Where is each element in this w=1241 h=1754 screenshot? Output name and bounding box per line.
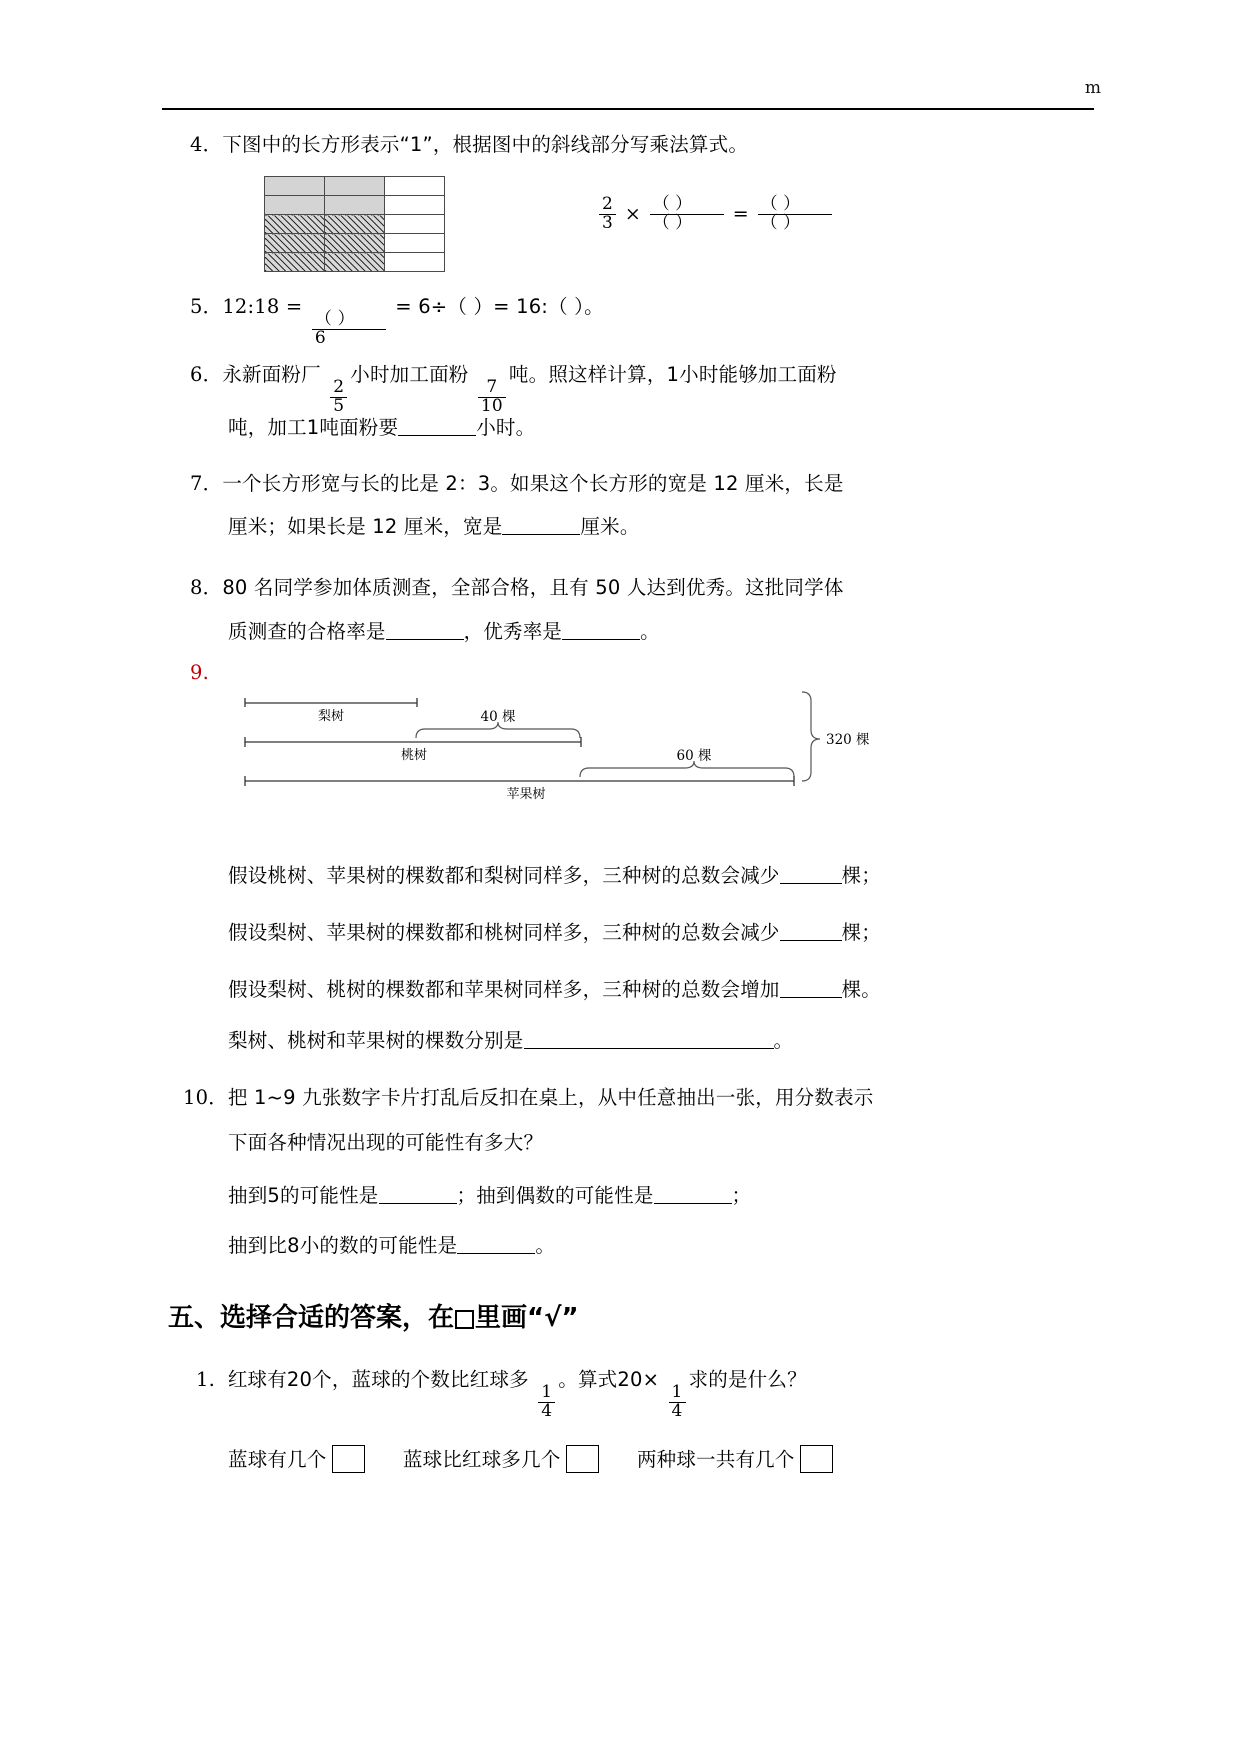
fraction-numerator: （ ） <box>314 309 355 329</box>
apple-bar <box>245 776 794 786</box>
question-10-text-c: 抽到5的可能性是 <box>228 1184 379 1207</box>
question-9-text-d: 棵； <box>841 921 882 944</box>
grid-cell <box>385 196 445 215</box>
answer-blank[interactable] <box>780 940 842 941</box>
question-10-text-e: ； <box>731 1184 752 1207</box>
grid-cell <box>385 177 445 196</box>
option-label: 蓝球比红球多几个 <box>402 1448 561 1471</box>
peach-diff-brace <box>416 722 580 738</box>
fraction-denominator: 5 <box>330 397 347 415</box>
grid-cell <box>325 196 385 215</box>
page-header <box>0 0 1241 110</box>
answer-blank[interactable] <box>457 1253 535 1254</box>
question-6-text-a: 永新面粉厂 <box>222 363 321 386</box>
answer-blank[interactable] <box>524 1048 774 1049</box>
grid-cell <box>325 253 385 272</box>
question-6-line-2 <box>228 418 535 438</box>
section-5-heading-a: 五、选择合适的答案，在 <box>168 1303 455 1333</box>
question-6-number: 6． <box>190 363 223 386</box>
question-9-text-a: 假设桃树、苹果树的棵数都和梨树同样多，三种树的总数会减少 <box>228 864 780 887</box>
fraction-numerator: 2 <box>333 377 345 397</box>
fraction-blank-2 <box>758 196 832 232</box>
fraction-two-thirds <box>599 196 616 232</box>
fraction-denominator: 10 <box>478 397 506 415</box>
peach-diff-label: 40 棵 <box>480 709 516 725</box>
header-margin-mark: m <box>1084 78 1101 98</box>
question-9-text-g: 梨树、桃树和苹果树的棵数分别是 <box>228 1029 524 1052</box>
fraction-numerator: （ ） <box>760 194 801 214</box>
section-5-heading-b: 里画“√” <box>475 1303 579 1333</box>
question-4-text: 下图中的长方形表示“1”，根据图中的斜线部分写乘法算式。 <box>222 133 749 156</box>
question-8-line-2 <box>228 622 660 642</box>
option-label: 两种球一共有几个 <box>636 1448 795 1471</box>
fraction-one-quarter-2 <box>669 1384 686 1420</box>
equals-sign: = <box>732 203 749 225</box>
question-4-equation <box>596 196 835 232</box>
question-8-text-d: 。 <box>640 620 660 643</box>
answer-blank[interactable] <box>562 639 640 640</box>
grid-cell <box>265 234 325 253</box>
answer-blank[interactable] <box>386 639 464 640</box>
checkbox-glyph-icon <box>455 1310 474 1329</box>
grid-cell <box>265 196 325 215</box>
question-8-text-b: 质测查的合格率是 <box>228 620 386 643</box>
question-10-text-d: ；抽到偶数的可能性是 <box>456 1184 654 1207</box>
grid-row <box>265 234 445 253</box>
total-label: 320 棵 <box>826 732 870 748</box>
fraction-blank-1 <box>650 196 724 232</box>
section-5-q1-text-c: 求的是什么？ <box>688 1368 807 1391</box>
section-5-q1-text-a: 红球有20个，蓝球的个数比红球多 <box>227 1368 529 1391</box>
question-5-number: 5． <box>190 295 223 318</box>
grid-cell <box>385 215 445 234</box>
answer-blank[interactable] <box>379 1203 457 1204</box>
fraction-numerator: 1 <box>541 1382 553 1402</box>
fraction-two-fifths <box>330 379 347 415</box>
header-rule <box>162 108 1094 110</box>
fraction-seven-tenths <box>478 379 506 415</box>
grid-row <box>265 177 445 196</box>
question-9-line-2 <box>228 923 881 943</box>
answer-blank[interactable] <box>398 435 476 436</box>
apple-diff-label: 60 棵 <box>676 748 712 764</box>
pear-bar <box>245 698 417 707</box>
question-5 <box>190 297 604 347</box>
question-7-line-2 <box>228 517 640 537</box>
question-5-tail: = 6÷（ ）= 16:（ ）。 <box>395 295 604 318</box>
question-10-text-f: 抽到比8小的数的可能性是 <box>228 1234 458 1257</box>
grid-cell <box>265 215 325 234</box>
pear-label: 梨树 <box>317 709 345 724</box>
fraction-numerator: 1 <box>671 1382 683 1402</box>
fraction-denominator: （ ） <box>650 214 724 232</box>
section-5-question-1 <box>196 1370 807 1420</box>
question-7-number: 7． <box>190 472 223 495</box>
question-10-text-a: 把 1~9 九张数字卡片打乱后反扣在桌上，从中任意抽出一张，用分数表示 <box>227 1086 874 1109</box>
answer-blank[interactable] <box>780 997 842 998</box>
question-7-text-c: 厘米。 <box>580 515 640 538</box>
section-5-q1-text-b: 。算式20× <box>558 1368 660 1391</box>
peach-label: 桃树 <box>400 748 428 763</box>
question-9-line-4 <box>228 1031 793 1051</box>
question-7-text-b: 厘米；如果长是 12 厘米，宽是 <box>228 515 503 538</box>
fraction-blank-over-six <box>312 311 386 347</box>
question-6-text-e: 小时。 <box>476 416 536 439</box>
section-5-q1-options <box>228 1445 833 1473</box>
grid-cell <box>325 215 385 234</box>
question-9-number: 9. <box>190 661 210 684</box>
question-10-text-b: 下面各种情况出现的可能性有多大？ <box>228 1131 544 1154</box>
question-6-text-c: 吨。照这样计算，1小时能够加工面粉 <box>508 363 837 386</box>
fraction-numerator: 2 <box>602 194 613 214</box>
question-10-text-g: 。 <box>535 1234 556 1257</box>
option-checkbox[interactable] <box>566 1445 599 1473</box>
question-5-prefix: 12:18 = <box>222 295 303 318</box>
fraction-denominator: 6 <box>312 329 386 347</box>
answer-blank[interactable] <box>654 1203 732 1204</box>
question-6-text-d: 吨，加工1吨面粉要 <box>228 416 399 439</box>
question-9-text-f: 棵。 <box>841 978 882 1001</box>
total-brace <box>802 692 820 781</box>
question-7-line-1 <box>190 474 844 494</box>
question-10-line-1 <box>183 1088 873 1108</box>
question-8-text-a: 80 名同学参加体质测查，全部合格，且有 50 人达到优秀。这批同学体 <box>222 576 844 599</box>
grid-row <box>265 253 445 272</box>
answer-blank[interactable] <box>502 534 580 535</box>
question-8-line-1 <box>190 578 844 598</box>
question-9-line-3 <box>228 980 881 1000</box>
question-6-line-1 <box>190 365 837 415</box>
option-checkbox[interactable] <box>800 1445 833 1473</box>
option-label: 蓝球有几个 <box>228 1448 327 1471</box>
question-9-text-h: 。 <box>773 1029 794 1052</box>
fraction-denominator: 3 <box>599 214 616 232</box>
option-checkbox[interactable] <box>332 1445 365 1473</box>
grid-cell <box>265 253 325 272</box>
fraction-numerator: 7 <box>486 377 498 397</box>
answer-blank[interactable] <box>780 883 842 884</box>
question-8-number: 8． <box>190 576 223 599</box>
question-8-text-c: ，优秀率是 <box>463 620 563 643</box>
fraction-numerator: （ ） <box>652 194 693 214</box>
grid-cell <box>325 234 385 253</box>
question-7-text-a: 一个长方形宽与长的比是 2：3。如果这个长方形的宽是 12 厘米，长是 <box>222 472 844 495</box>
question-9-line-1 <box>228 866 881 886</box>
fraction-denominator: 4 <box>538 1402 555 1420</box>
question-10-line-4 <box>228 1236 555 1256</box>
tree-count-bracket-diagram <box>236 680 876 805</box>
fraction-one-quarter-1 <box>538 1384 555 1420</box>
question-9-text-b: 棵； <box>841 864 882 887</box>
question-4-number: 4． <box>190 133 223 156</box>
question-9-text-e: 假设梨树、桃树的棵数都和苹果树同样多，三种树的总数会增加 <box>228 978 780 1001</box>
fraction-denominator: （ ） <box>758 214 832 232</box>
fraction-denominator: 4 <box>669 1402 686 1420</box>
question-10-line-3 <box>228 1186 751 1206</box>
grid-cell <box>385 253 445 272</box>
rectangle-fraction-grid <box>264 176 445 272</box>
grid-cell <box>265 177 325 196</box>
question-9-text-c: 假设梨树、苹果树的棵数都和桃树同样多，三种树的总数会减少 <box>228 921 780 944</box>
grid-row <box>265 196 445 215</box>
question-6-text-b: 小时加工面粉 <box>350 363 469 386</box>
section-5-q1-number: 1. <box>196 1368 216 1391</box>
question-4 <box>190 135 748 155</box>
grid-row <box>265 215 445 234</box>
question-10-number: 10． <box>183 1086 228 1109</box>
question-10-line-2 <box>228 1133 543 1153</box>
grid-cell <box>325 177 385 196</box>
grid-cell <box>385 234 445 253</box>
section-5-heading <box>168 1297 579 1334</box>
apple-label: 苹果树 <box>506 787 546 802</box>
multiply-sign: × <box>624 203 641 225</box>
peach-bar <box>245 737 581 747</box>
